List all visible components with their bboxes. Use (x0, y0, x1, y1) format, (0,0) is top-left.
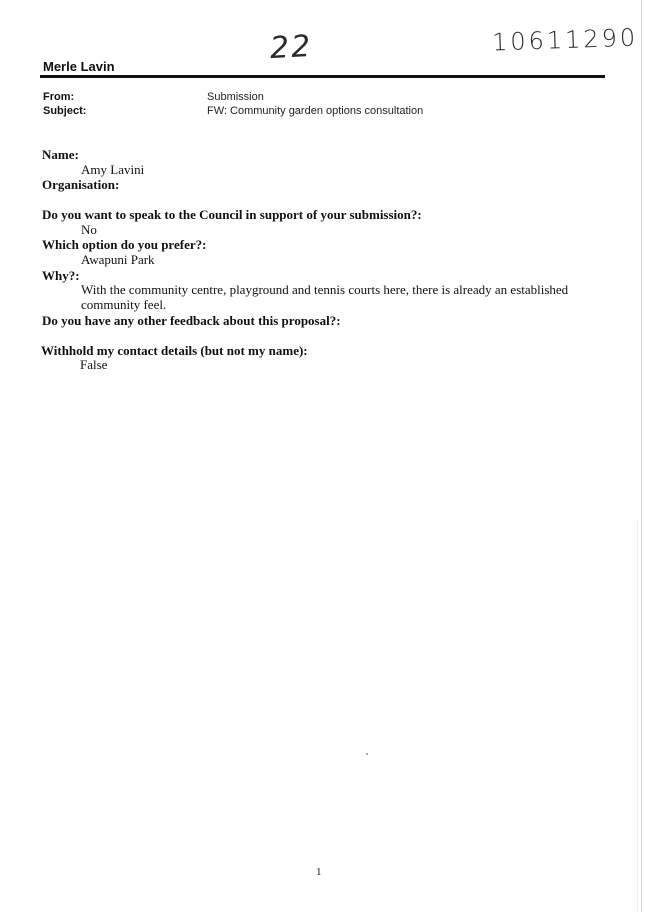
scan-speck (366, 753, 368, 755)
preferred-option-label: Which option do you prefer?: (42, 237, 207, 252)
why-label: Why?: (42, 268, 80, 283)
handwritten-reference-number: 10611290 (491, 23, 639, 57)
speak-to-council-value: No (81, 222, 97, 237)
subject-value: FW: Community garden options consultation (207, 105, 424, 117)
why-value: With the community centre, playground and tennis courts here, there is already an established community feel. (81, 282, 569, 312)
name-value: Amy Lavini (81, 162, 145, 177)
subject-label: Subject: (43, 105, 87, 117)
from-label: From: (43, 91, 75, 103)
sender-name: Merle Lavin (43, 59, 115, 74)
header-divider (40, 75, 605, 78)
other-feedback-label: Do you have any other feedback about this proposal?: (42, 313, 341, 328)
speak-to-council-label: Do you want to speak to the Council in support of your submission?: (42, 207, 422, 222)
preferred-option-value: Awapuni Park (81, 252, 155, 267)
organisation-label: Organisation: (42, 177, 120, 192)
withhold-contact-label: Withhold my contact details (but not my name): (41, 343, 308, 358)
name-label: Name: (42, 147, 79, 162)
scan-edge (641, 0, 642, 912)
handwritten-submission-number: 22 (269, 28, 314, 67)
from-value: Submission (207, 91, 264, 103)
withhold-contact-value: False (80, 357, 108, 372)
scan-edge-faint (637, 520, 638, 912)
page-number: 1 (316, 866, 322, 878)
